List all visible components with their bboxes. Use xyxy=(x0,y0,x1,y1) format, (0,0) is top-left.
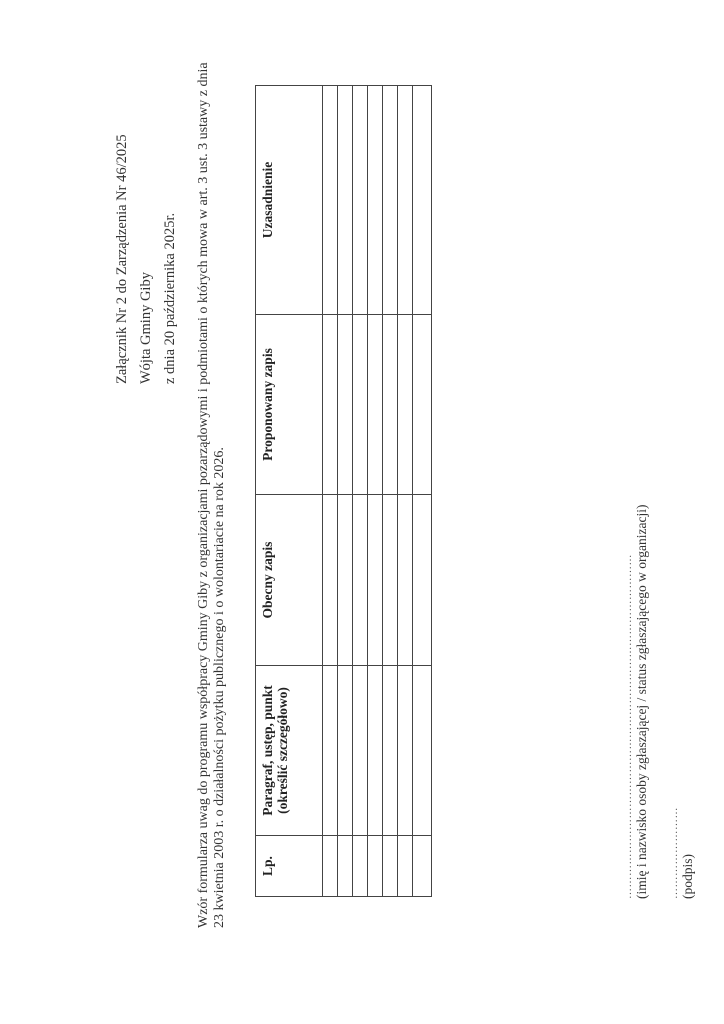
form-description: Wzór formularza uwag do programu współpracy Gminy Giby z organizacjami pozarządowymi i podmiotami o których mowa w art. 3 ust. 3 ustawy z dnia 23 kwietnia 2003 r. o działalności pożytku publicznego i o wolontariacie na rok 2026. xyxy=(196,62,227,928)
table-cell xyxy=(323,315,338,495)
table-cell xyxy=(368,836,383,897)
table-cell xyxy=(398,86,413,315)
signature-block-name xyxy=(622,505,650,899)
header-current-text: Obecny zapis xyxy=(256,495,323,666)
table-cell xyxy=(323,666,338,836)
header-lp: Lp. xyxy=(256,836,323,897)
table-cell xyxy=(323,495,338,666)
table-row xyxy=(368,86,383,897)
table-cell xyxy=(398,315,413,495)
table-row xyxy=(413,86,432,897)
comments-table xyxy=(255,85,432,897)
table-row xyxy=(338,86,353,897)
table-cell xyxy=(338,495,353,666)
signature-dotted-line: ……………………………………………………………………………… xyxy=(622,554,634,899)
table-cell xyxy=(353,666,368,836)
table-cell xyxy=(338,86,353,315)
table-cell xyxy=(368,666,383,836)
table-cell xyxy=(413,86,432,315)
table-body xyxy=(323,86,432,897)
table-cell xyxy=(383,836,398,897)
signature-dotted-line-short: …………………… xyxy=(668,807,680,899)
table-row xyxy=(353,86,368,897)
table-row xyxy=(398,86,413,897)
table-cell xyxy=(368,315,383,495)
header-paragraph: Paragraf, ustęp, punkt (określić szczegółowo) xyxy=(256,666,323,836)
table-cell xyxy=(338,836,353,897)
signature-block-sign xyxy=(668,807,696,899)
header-line-3: z dnia 20 października 2025r. xyxy=(162,212,178,384)
header-line-2: Wójta Gminy Giby xyxy=(138,272,154,384)
table-cell xyxy=(323,86,338,315)
table-cell xyxy=(383,315,398,495)
header-proposed-text: Proponowany zapis xyxy=(256,315,323,495)
table-cell xyxy=(353,315,368,495)
table-cell xyxy=(413,495,432,666)
table-cell xyxy=(413,315,432,495)
signature-caption-name: (imię i nazwisko osoby zgłaszającej / status zgłaszającego w organizacji) xyxy=(634,504,649,899)
table-row xyxy=(323,86,338,897)
table-cell xyxy=(413,666,432,836)
attachment-header xyxy=(110,54,182,384)
table-row xyxy=(383,86,398,897)
table-cell xyxy=(383,666,398,836)
table-cell xyxy=(353,836,368,897)
table-cell xyxy=(398,836,413,897)
table-cell xyxy=(398,666,413,836)
table-cell xyxy=(383,86,398,315)
table-cell xyxy=(338,315,353,495)
table-cell xyxy=(323,836,338,897)
table-cell xyxy=(338,666,353,836)
table-cell xyxy=(368,495,383,666)
table-cell xyxy=(398,495,413,666)
table-cell xyxy=(413,836,432,897)
signature-caption-sign: (podpis) xyxy=(680,854,695,899)
table-header-row xyxy=(256,86,323,897)
header-line-1: Załącznik Nr 2 do Zarządzenia Nr 46/2025 xyxy=(114,134,130,384)
table-cell xyxy=(383,495,398,666)
header-justification: Uzasadnienie xyxy=(256,86,323,315)
table-cell xyxy=(368,86,383,315)
table-cell xyxy=(353,495,368,666)
table-cell xyxy=(353,86,368,315)
